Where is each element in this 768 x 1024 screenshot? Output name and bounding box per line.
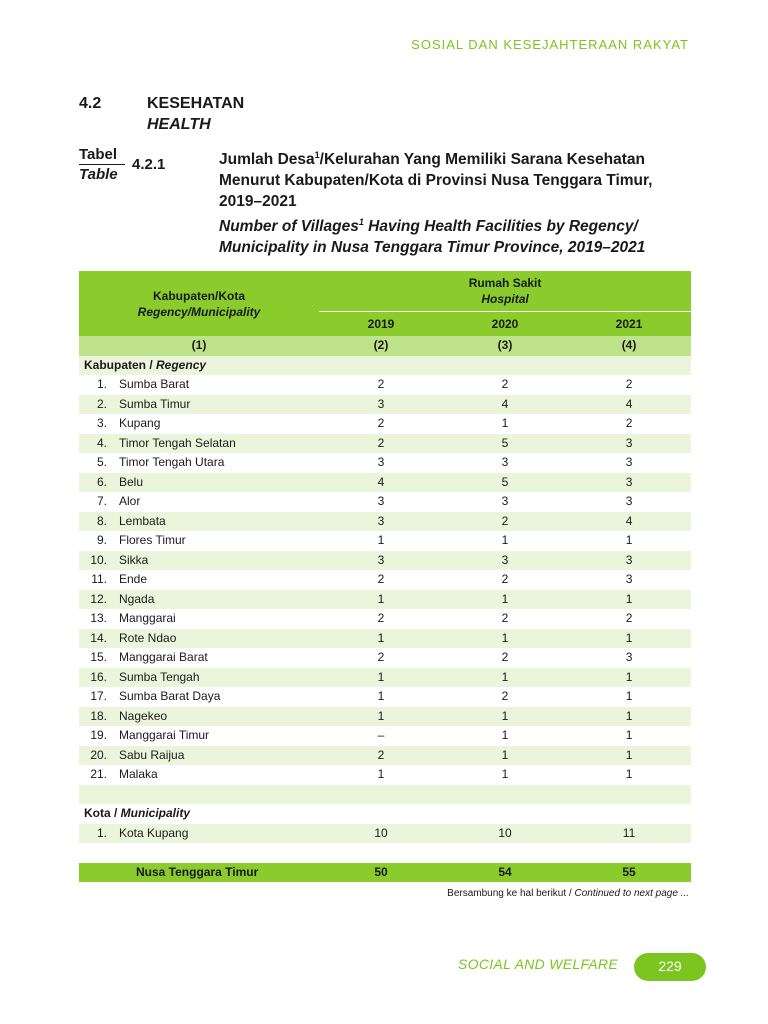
- value-2019: 2: [319, 434, 443, 454]
- col-num-2: (2): [319, 336, 443, 356]
- row-number: 7.: [79, 492, 119, 512]
- value-2020: 2: [443, 609, 567, 629]
- value-2019: 2: [319, 746, 443, 766]
- value-2020: 3: [443, 492, 567, 512]
- column-number-row: [79, 336, 691, 356]
- value-2019: 3: [319, 395, 443, 415]
- row-number: 17.: [79, 687, 119, 707]
- value-2020: 1: [443, 414, 567, 434]
- total-2020: 54: [443, 863, 567, 883]
- value-2020: 1: [443, 765, 567, 785]
- col-num-3: (3): [443, 336, 567, 356]
- table-label-en: Table: [79, 166, 118, 183]
- table-row: [79, 473, 691, 493]
- row-name: Sumba Barat Daya: [119, 687, 319, 707]
- value-2021: 2: [567, 414, 691, 434]
- running-head: SOSIAL DAN KESEJAHTERAAN RAKYAT: [411, 37, 689, 52]
- row-number: 21.: [79, 765, 119, 785]
- row-name: Sumba Tengah: [119, 668, 319, 688]
- row-number: 1.: [79, 824, 119, 844]
- row-name: Sikka: [119, 551, 319, 571]
- table-row: [79, 648, 691, 668]
- group-kabupaten: [79, 356, 691, 376]
- row-number: 11.: [79, 570, 119, 590]
- table-row: [79, 453, 691, 473]
- row-number: 5.: [79, 453, 119, 473]
- row-name: Lembata: [119, 512, 319, 532]
- table-row: [79, 668, 691, 688]
- value-2020: 1: [443, 668, 567, 688]
- row-number: 1.: [79, 375, 119, 395]
- row-number: 20.: [79, 746, 119, 766]
- value-2020: 10: [443, 824, 567, 844]
- table-row: [79, 414, 691, 434]
- row-name: Nagekeo: [119, 707, 319, 727]
- value-2021: 3: [567, 492, 691, 512]
- value-2021: 1: [567, 746, 691, 766]
- row-name: Belu: [119, 473, 319, 493]
- row-number: 19.: [79, 726, 119, 746]
- group-kota: [79, 804, 691, 824]
- value-2019: 1: [319, 765, 443, 785]
- col-num-4: (4): [567, 336, 691, 356]
- row-name: Manggarai Timur: [119, 726, 319, 746]
- value-2021: 3: [567, 434, 691, 454]
- value-2019: 2: [319, 609, 443, 629]
- table-row: [79, 434, 691, 454]
- value-2019: 2: [319, 375, 443, 395]
- value-2020: 2: [443, 512, 567, 532]
- value-2021: 11: [567, 824, 691, 844]
- col-num-1: (1): [79, 336, 319, 356]
- table-row: [79, 629, 691, 649]
- row-name: Kupang: [119, 414, 319, 434]
- row-number: 8.: [79, 512, 119, 532]
- section-title: KESEHATAN: [147, 95, 245, 112]
- table-label-id: Tabel: [79, 146, 125, 165]
- value-2019: –: [319, 726, 443, 746]
- row-number: 13.: [79, 609, 119, 629]
- value-2020: 3: [443, 453, 567, 473]
- value-2019: 1: [319, 668, 443, 688]
- value-2020: 1: [443, 726, 567, 746]
- row-name: Rote Ndao: [119, 629, 319, 649]
- row-number: 15.: [79, 648, 119, 668]
- row-name: Sumba Timur: [119, 395, 319, 415]
- row-name: Malaka: [119, 765, 319, 785]
- table-row: [79, 531, 691, 551]
- row-number: 14.: [79, 629, 119, 649]
- row-number: 18.: [79, 707, 119, 727]
- table-row: [79, 687, 691, 707]
- continued-note: Bersambung ke hal berikut / Continued to next page ...: [447, 888, 689, 899]
- value-2021: 1: [567, 590, 691, 610]
- value-2020: 2: [443, 570, 567, 590]
- total-2019: 50: [319, 863, 443, 883]
- value-2021: 3: [567, 473, 691, 493]
- table-row: [79, 765, 691, 785]
- table-row: [79, 551, 691, 571]
- table-row: [79, 824, 691, 844]
- value-2019: 2: [319, 570, 443, 590]
- total-row: [79, 863, 691, 883]
- spacer-row: [79, 785, 691, 805]
- caption-en: Number of Villages$^1$ Having Health Facilities by Regency/ Municipality in Nusa Tenggara Timur Province, 2019–2021: [219, 217, 646, 257]
- row-number: 2.: [79, 395, 119, 415]
- row-name: Kota Kupang: [119, 824, 319, 844]
- header-year-2019: 2019: [367, 317, 395, 331]
- hospital-table: [79, 271, 691, 882]
- table-row: [79, 512, 691, 532]
- value-2020: 5: [443, 434, 567, 454]
- table-number: 4.2.1: [132, 156, 166, 173]
- row-number: 9.: [79, 531, 119, 551]
- value-2019: 1: [319, 687, 443, 707]
- header-year-2020: 2020: [491, 317, 519, 331]
- total-2021: 55: [567, 863, 691, 883]
- value-2021: 1: [567, 726, 691, 746]
- value-2021: 4: [567, 512, 691, 532]
- row-name: Timor Tengah Utara: [119, 453, 319, 473]
- row-name: Alor: [119, 492, 319, 512]
- row-number: 3.: [79, 414, 119, 434]
- table-row: [79, 395, 691, 415]
- value-2019: 2: [319, 648, 443, 668]
- row-name: Ende: [119, 570, 319, 590]
- group-label: Kota / Municipality: [79, 804, 691, 824]
- value-2021: 3: [567, 648, 691, 668]
- table-caption: [219, 145, 689, 258]
- value-2019: 3: [319, 551, 443, 571]
- value-2019: 4: [319, 473, 443, 493]
- header-hospital: Rumah Sakit Hospital: [319, 271, 691, 312]
- row-name: Manggarai: [119, 609, 319, 629]
- value-2020: 3: [443, 551, 567, 571]
- table-row: [79, 707, 691, 727]
- table-row: [79, 746, 691, 766]
- caption-id: Jumlah Desa$^1$/Kelurahan Yang Memiliki Sarana Kesehatan Menurut Kabupaten/Kota di Provinsi Nusa Tenggara Timur, 2019–2021: [219, 150, 653, 211]
- value-2020: 1: [443, 531, 567, 551]
- value-2019: 1: [319, 629, 443, 649]
- value-2020: 2: [443, 687, 567, 707]
- value-2021: 1: [567, 707, 691, 727]
- value-2021: 2: [567, 375, 691, 395]
- value-2020: 1: [443, 590, 567, 610]
- footer-label: SOCIAL AND WELFARE: [458, 956, 618, 972]
- value-2019: 2: [319, 414, 443, 434]
- row-name: Ngada: [119, 590, 319, 610]
- spacer-row: [79, 843, 691, 863]
- row-number: 10.: [79, 551, 119, 571]
- value-2019: 1: [319, 531, 443, 551]
- row-name: Sumba Barat: [119, 375, 319, 395]
- group-label: Kabupaten / Regency: [79, 356, 691, 376]
- row-number: 12.: [79, 590, 119, 610]
- value-2019: 3: [319, 512, 443, 532]
- row-number: 6.: [79, 473, 119, 493]
- value-2021: 1: [567, 668, 691, 688]
- table-row: [79, 570, 691, 590]
- row-name: Sabu Raijua: [119, 746, 319, 766]
- value-2020: 4: [443, 395, 567, 415]
- header-year-2021: 2021: [615, 317, 643, 331]
- table-row: [79, 726, 691, 746]
- value-2021: 3: [567, 453, 691, 473]
- table-label: [79, 146, 125, 183]
- row-number: 4.: [79, 434, 119, 454]
- value-2019: 1: [319, 707, 443, 727]
- value-2020: 2: [443, 648, 567, 668]
- value-2019: 3: [319, 453, 443, 473]
- spacer-cell: [79, 785, 691, 805]
- page-number: 229: [634, 953, 706, 981]
- row-name: Timor Tengah Selatan: [119, 434, 319, 454]
- value-2019: 3: [319, 492, 443, 512]
- value-2021: 3: [567, 551, 691, 571]
- value-2021: 4: [567, 395, 691, 415]
- value-2020: 2: [443, 375, 567, 395]
- table-row: [79, 609, 691, 629]
- section-title-en: HEALTH: [147, 116, 211, 133]
- value-2021: 3: [567, 570, 691, 590]
- spacer-cell: [79, 843, 691, 863]
- total-label: Nusa Tenggara Timur: [79, 863, 319, 883]
- value-2020: 1: [443, 746, 567, 766]
- value-2020: 5: [443, 473, 567, 493]
- header-region: Kabupaten/Kota Regency/Municipality: [137, 288, 261, 319]
- value-2021: 1: [567, 765, 691, 785]
- value-2021: 1: [567, 531, 691, 551]
- row-name: Manggarai Barat: [119, 648, 319, 668]
- table-row: [79, 492, 691, 512]
- value-2021: 1: [567, 687, 691, 707]
- value-2021: 2: [567, 609, 691, 629]
- row-number: 16.: [79, 668, 119, 688]
- table-row: [79, 375, 691, 395]
- value-2020: 1: [443, 707, 567, 727]
- section-number: 4.2: [79, 95, 102, 112]
- table-row: [79, 590, 691, 610]
- value-2021: 1: [567, 629, 691, 649]
- value-2019: 1: [319, 590, 443, 610]
- row-name: Flores Timur: [119, 531, 319, 551]
- value-2020: 1: [443, 629, 567, 649]
- value-2019: 10: [319, 824, 443, 844]
